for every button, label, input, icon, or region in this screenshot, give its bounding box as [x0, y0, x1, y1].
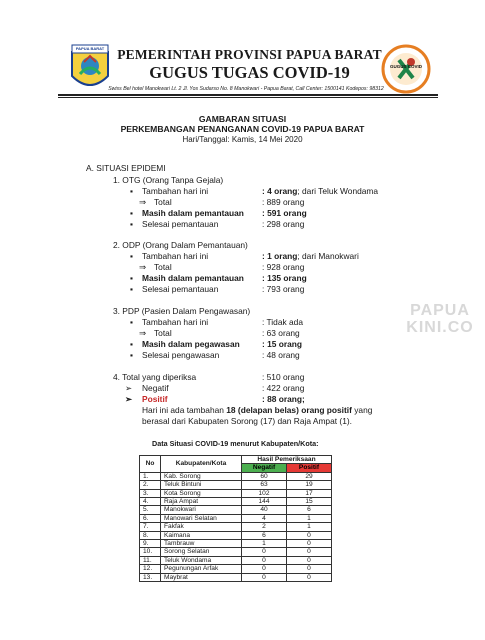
province-heading: PEMERINTAH PROVINSI PAPUA BARAT	[117, 47, 382, 62]
table-row	[140, 556, 332, 564]
bullet-icon: ▪	[130, 317, 133, 327]
table-row	[140, 506, 332, 514]
bullet-icon: ▪	[130, 208, 133, 218]
section-a-heading: A. SITUASI EPIDEMI	[86, 163, 166, 173]
odp-monitor-value: : 135 orang	[262, 273, 307, 283]
otg-done-label: Selesai pemantauan	[142, 219, 219, 229]
col-no-header: No	[140, 456, 161, 473]
otg-total-label: Total	[154, 197, 172, 207]
cell-no: 10.	[140, 548, 161, 556]
table-row	[140, 498, 332, 506]
odp-done-value: : 793 orang	[262, 284, 305, 294]
cell-kabupaten: Pegunungan Arfak	[161, 565, 242, 573]
table-row	[140, 565, 332, 573]
table-row	[140, 481, 332, 489]
otg-monitor-value: : 591 orang	[262, 208, 307, 218]
cell-negatif: 1	[242, 540, 287, 548]
cell-positif: 0	[287, 531, 332, 539]
table-row	[140, 489, 332, 497]
task-force-heading: GUGUS TUGAS COVID-19	[149, 63, 350, 82]
odp-monitor-label: Masih dalam pemantauan	[142, 273, 244, 283]
pdp-total-label: Total	[154, 328, 172, 338]
pdp-added-label: Tambahan hari ini	[142, 317, 209, 327]
cell-kabupaten: Kab. Sorong	[161, 472, 242, 480]
cell-no: 7.	[140, 523, 161, 531]
col-neg-header: Negatif	[242, 464, 287, 472]
address-line: Swiss Bel hotel Manokwari Lt. 2 Jl. Yos Sudarso No. 8 Manokwari - Papua Barat, Call Center: 1500141 Kodepos: 98312	[108, 86, 384, 92]
table-row	[140, 472, 332, 480]
cell-positif: 29	[287, 472, 332, 480]
odp-done-label: Selesai pemantauan	[142, 284, 219, 294]
bullet-icon: ▪	[130, 350, 133, 360]
cell-positif: 19	[287, 481, 332, 489]
cell-positif: 0	[287, 556, 332, 564]
cell-no: 8.	[140, 531, 161, 539]
implies-arrow-icon: ⇒	[139, 262, 147, 272]
arrow-bullet-icon: ➢	[125, 383, 133, 393]
tested-pos-label: Positif	[142, 394, 168, 404]
cell-positif: 6	[287, 506, 332, 514]
watermark: PAPUA KINI.CO	[406, 302, 474, 336]
table-row	[140, 540, 332, 548]
cell-positif: 15	[287, 498, 332, 506]
cell-no: 9.	[140, 540, 161, 548]
tested-note-line2: berasal dari Kabupaten Sorong (17) dan Raja Ampat (1).	[142, 416, 352, 426]
implies-arrow-icon: ⇒	[139, 197, 147, 207]
odp-total-value: : 928 orang	[262, 262, 305, 272]
cell-positif: 0	[287, 565, 332, 573]
table-row	[140, 523, 332, 531]
otg-total-value: : 889 orang	[262, 197, 305, 207]
cell-negatif: 2	[242, 523, 287, 531]
cell-negatif: 6	[242, 531, 287, 539]
tested-pos-value: : 88 orang;	[262, 394, 305, 404]
odp-added-note: ; dari Manokwari	[297, 251, 359, 261]
table-row	[140, 514, 332, 522]
cell-kabupaten: Tambrauw	[161, 540, 242, 548]
bullet-icon: ▪	[130, 219, 133, 229]
cell-negatif: 40	[242, 506, 287, 514]
tested-neg-label: Negatif	[142, 383, 169, 393]
pdp-title: 3. PDP (Pasien Dalam Pengawasan)	[113, 306, 251, 316]
cell-kabupaten: Manowari Selatan	[161, 514, 242, 522]
logo-right-text: GUGUS COVID	[389, 64, 422, 69]
cell-negatif: 0	[242, 556, 287, 564]
cell-no: 2.	[140, 481, 161, 489]
otg-monitor-label: Masih dalam pemantauan	[142, 208, 244, 218]
odp-title: 2. ODP (Orang Dalam Pemantauan)	[113, 240, 248, 250]
otg-added-label: Tambahan hari ini	[142, 186, 209, 196]
bullet-icon: ▪	[130, 186, 133, 196]
cell-kabupaten: Raja Ampat	[161, 498, 242, 506]
doc-date: Hari/Tanggal: Kamis, 14 Mei 2020	[182, 135, 303, 144]
table-row	[140, 531, 332, 539]
tested-title-value: : 510 orang	[262, 372, 305, 382]
arrow-bullet-icon: ➢	[125, 394, 133, 404]
cell-negatif: 63	[242, 481, 287, 489]
odp-added-value: : 1 orang	[262, 251, 298, 261]
cell-positif: 17	[287, 489, 332, 497]
pdp-added-value: : Tidak ada	[262, 317, 303, 327]
cell-no: 5.	[140, 506, 161, 514]
col-pos-header: Positif	[287, 464, 332, 472]
bullet-icon: ▪	[130, 339, 133, 349]
cell-negatif: 4	[242, 514, 287, 522]
cell-no: 4.	[140, 498, 161, 506]
col-kab-header: Kabupaten/Kota	[161, 456, 242, 473]
otg-done-value: : 298 orang	[262, 219, 305, 229]
doc-title: GAMBARAN SITUASI	[198, 114, 287, 124]
cell-no: 12.	[140, 565, 161, 573]
bullet-icon: ▪	[130, 251, 133, 261]
cell-negatif: 144	[242, 498, 287, 506]
tested-note-line1: Hari ini ada tambahan 18 (delapan belas) orang positif yang	[142, 405, 373, 415]
odp-added-label: Tambahan hari ini	[142, 251, 209, 261]
district-table	[139, 455, 332, 582]
cell-no: 3.	[140, 489, 161, 497]
implies-arrow-icon: ⇒	[139, 328, 147, 338]
doc-subtitle: PERKEMBANGAN PENANGANAN COVID-19 PAPUA BARAT	[120, 124, 365, 134]
header-rule-thick	[58, 94, 438, 96]
cell-kabupaten: Fakfak	[161, 523, 242, 531]
cell-positif: 0	[287, 540, 332, 548]
logo-left-text: PAPUA BARAT	[75, 46, 105, 51]
cell-kabupaten: Kaimana	[161, 531, 242, 539]
tested-neg-value: : 422 orang	[262, 383, 305, 393]
cell-positif: 1	[287, 523, 332, 531]
cell-kabupaten: Sorong Selatan	[161, 548, 242, 556]
pdp-watch-label: Masih dalam pegawasan	[142, 339, 240, 349]
tested-title: 4. Total yang diperiksa	[113, 372, 197, 382]
cell-positif: 0	[287, 573, 332, 581]
pdp-done-value: : 48 orang	[262, 350, 300, 360]
bullet-icon: ▪	[130, 284, 133, 294]
cell-negatif: 0	[242, 573, 287, 581]
cell-no: 6.	[140, 514, 161, 522]
odp-total-label: Total	[154, 262, 172, 272]
bullet-icon: ▪	[130, 273, 133, 283]
cell-no: 11.	[140, 556, 161, 564]
cell-kabupaten: Teluk Wondama	[161, 556, 242, 564]
pdp-watch-value: : 15 orang	[262, 339, 303, 349]
cell-positif: 1	[287, 514, 332, 522]
cell-kabupaten: Kota Sorong	[161, 489, 242, 497]
cell-kabupaten: Manokwari	[161, 506, 242, 514]
cell-no: 1.	[140, 472, 161, 480]
header-rule-thin	[58, 97, 438, 98]
cell-positif: 0	[287, 548, 332, 556]
cell-negatif: 60	[242, 472, 287, 480]
otg-added-note: ; dari Teluk Wondama	[297, 186, 379, 196]
otg-title: 1. OTG (Orang Tanpa Gejala)	[113, 175, 224, 185]
pdp-total-value: : 63 orang	[262, 328, 300, 338]
cell-negatif: 0	[242, 565, 287, 573]
cell-kabupaten: Teluk Bintuni	[161, 481, 242, 489]
cell-negatif: 102	[242, 489, 287, 497]
cell-kabupaten: Maybrat	[161, 573, 242, 581]
table-row	[140, 573, 332, 581]
table-row	[140, 548, 332, 556]
cell-negatif: 0	[242, 548, 287, 556]
col-hasil-header: Hasil Pemeriksaan	[242, 456, 332, 464]
table-title: Data Situasi COVID-19 menurut Kabupaten/Kota:	[152, 439, 319, 448]
cell-no: 13.	[140, 573, 161, 581]
otg-added-value: : 4 orang	[262, 186, 298, 196]
pdp-done-label: Selesai pengawasan	[142, 350, 220, 360]
